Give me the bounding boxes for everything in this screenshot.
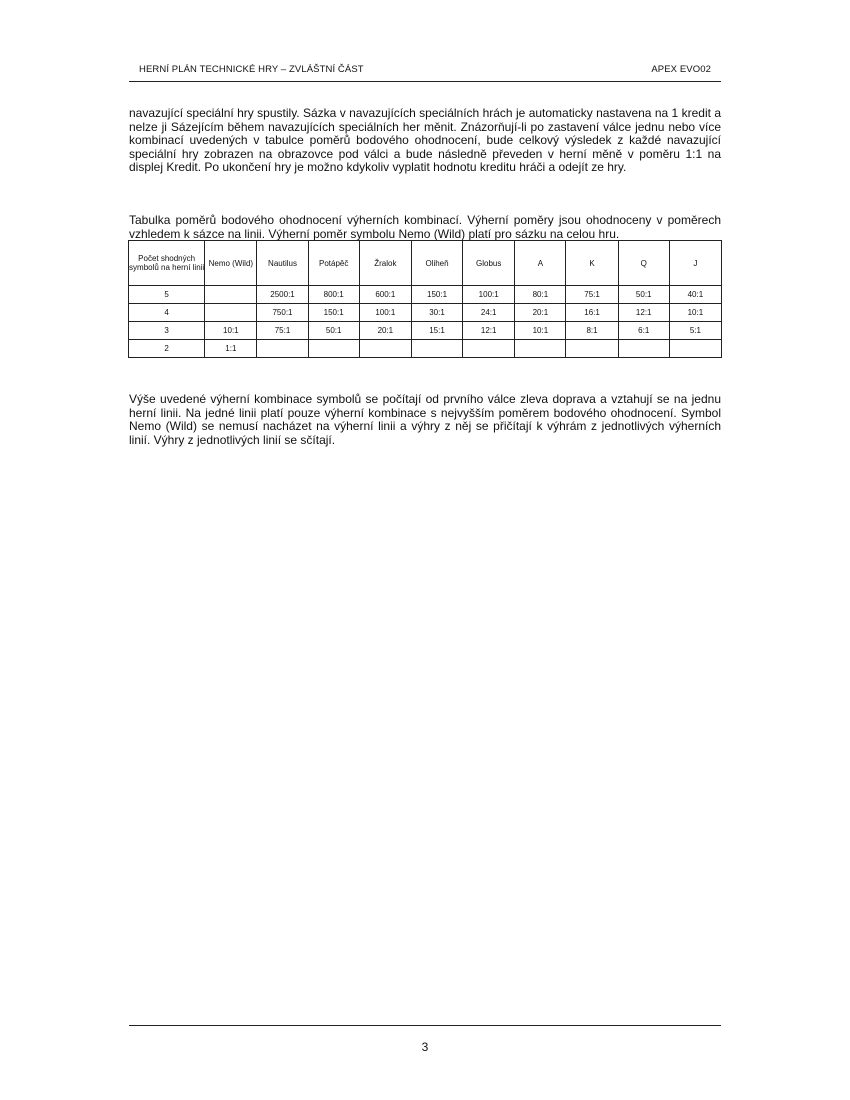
table-header-row [129,241,722,286]
table-header-cell: J [669,241,721,286]
table-cell: 600:1 [359,286,411,304]
table-row [129,286,722,304]
table-cell: 10:1 [515,322,566,340]
table-cell [257,340,308,358]
table-cell [411,340,462,358]
table-row [129,340,722,358]
table-cell: 8:1 [566,322,618,340]
table-cell: 5:1 [669,322,721,340]
table-cell: 750:1 [257,304,308,322]
table-cell: 4 [129,304,205,322]
table-cell: 50:1 [618,286,669,304]
table-cell: 80:1 [515,286,566,304]
table-cell: 5 [129,286,205,304]
table-cell: 2500:1 [257,286,308,304]
table-cell: 20:1 [515,304,566,322]
table-cell: 10:1 [205,322,257,340]
page-number: 3 [421,1040,429,1054]
table-cell [669,340,721,358]
table-cell: 3 [129,322,205,340]
paragraph-game-continuation: navazující speciální hry spustily. Sázka v navazujících speciálních hrách je automaticky nastavena na 1 kredit a nelze ji Sázejícím během navazujících speciálních her měnit. Znázorňují-li po zastavení válce jednu nebo více kombinací uvedených v tabulce poměrů bodového ohodnocení, bude celkový výsledek z každé navazující speciální hry zobrazen na obrazovce pod válci a bude následně převeden v herní měně v poměru 1:1 na displej Kredit. Po ukončení hry je možno kdykoliv vyplatit hodnotu kreditu hráči a odejít ze hry. [129,106,721,175]
table-cell: 16:1 [566,304,618,322]
table-cell: 40:1 [669,286,721,304]
table-cell: 12:1 [618,304,669,322]
paragraph-table-intro: Tabulka poměrů bodového ohodnocení výherních kombinací. Výherní poměry jsou ohodnoceny v poměrech vzhledem k sázce na linii. Výherní poměr symbolu Nemo (Wild) platí pro sázku na celou hru. [129,213,721,241]
table-header-cell: Globus [463,241,515,286]
table-cell: 10:1 [669,304,721,322]
table-cell: 800:1 [308,286,359,304]
table-header-cell: Nautilus [257,241,308,286]
paragraph-win-rules: Výše uvedené výherní kombinace symbolů se počítají od prvního válce zleva doprava a vztahují se na jednu herní linii. Na jedné linii platí pouze výherní kombinace s nejvyšším poměrem bodového ohodnocení. Symbol Nemo (Wild) se nemusí nacházet na výherní linii a výhry z něj se přičítají k výhrám z jednotlivých výherních linií. Výhry z jednotlivých linií se sčítají. [129,392,721,447]
page-header [129,64,721,80]
table-cell: 100:1 [463,286,515,304]
table-header-cell: Potápěč [308,241,359,286]
table-header-cell: K [566,241,618,286]
table-cell: 20:1 [359,322,411,340]
table-cell: 150:1 [411,286,462,304]
table-cell: 12:1 [463,322,515,340]
table-cell [618,340,669,358]
header-divider [129,81,721,82]
table-cell [205,286,257,304]
table-cell [205,304,257,322]
table-header-cell: A [515,241,566,286]
footer-divider [129,1025,721,1026]
payout-ratio-table [128,240,722,358]
table-cell: 1:1 [205,340,257,358]
table-cell: 6:1 [618,322,669,340]
table-row [129,322,722,340]
table-cell: 24:1 [463,304,515,322]
header-code: APEX EVO02 [651,64,711,75]
header-title: HERNÍ PLÁN TECHNICKÉ HRY – ZVLÁŠTNÍ ČÁST [139,64,364,75]
table-cell: 100:1 [359,304,411,322]
table-cell [566,340,618,358]
table-cell: 15:1 [411,322,462,340]
table-header-cell: Počet shodných symbolů na herní linii [129,241,205,286]
table-header-cell: Oliheň [411,241,462,286]
table-cell [359,340,411,358]
table-cell: 75:1 [566,286,618,304]
table-row [129,304,722,322]
table-cell [463,340,515,358]
table-header-cell: Nemo (Wild) [205,241,257,286]
table-cell: 30:1 [411,304,462,322]
table-header-cell: Q [618,241,669,286]
table-cell [515,340,566,358]
table-cell: 50:1 [308,322,359,340]
table-cell: 2 [129,340,205,358]
table-cell: 75:1 [257,322,308,340]
table-cell [308,340,359,358]
table-cell: 150:1 [308,304,359,322]
table-header-cell: Žralok [359,241,411,286]
